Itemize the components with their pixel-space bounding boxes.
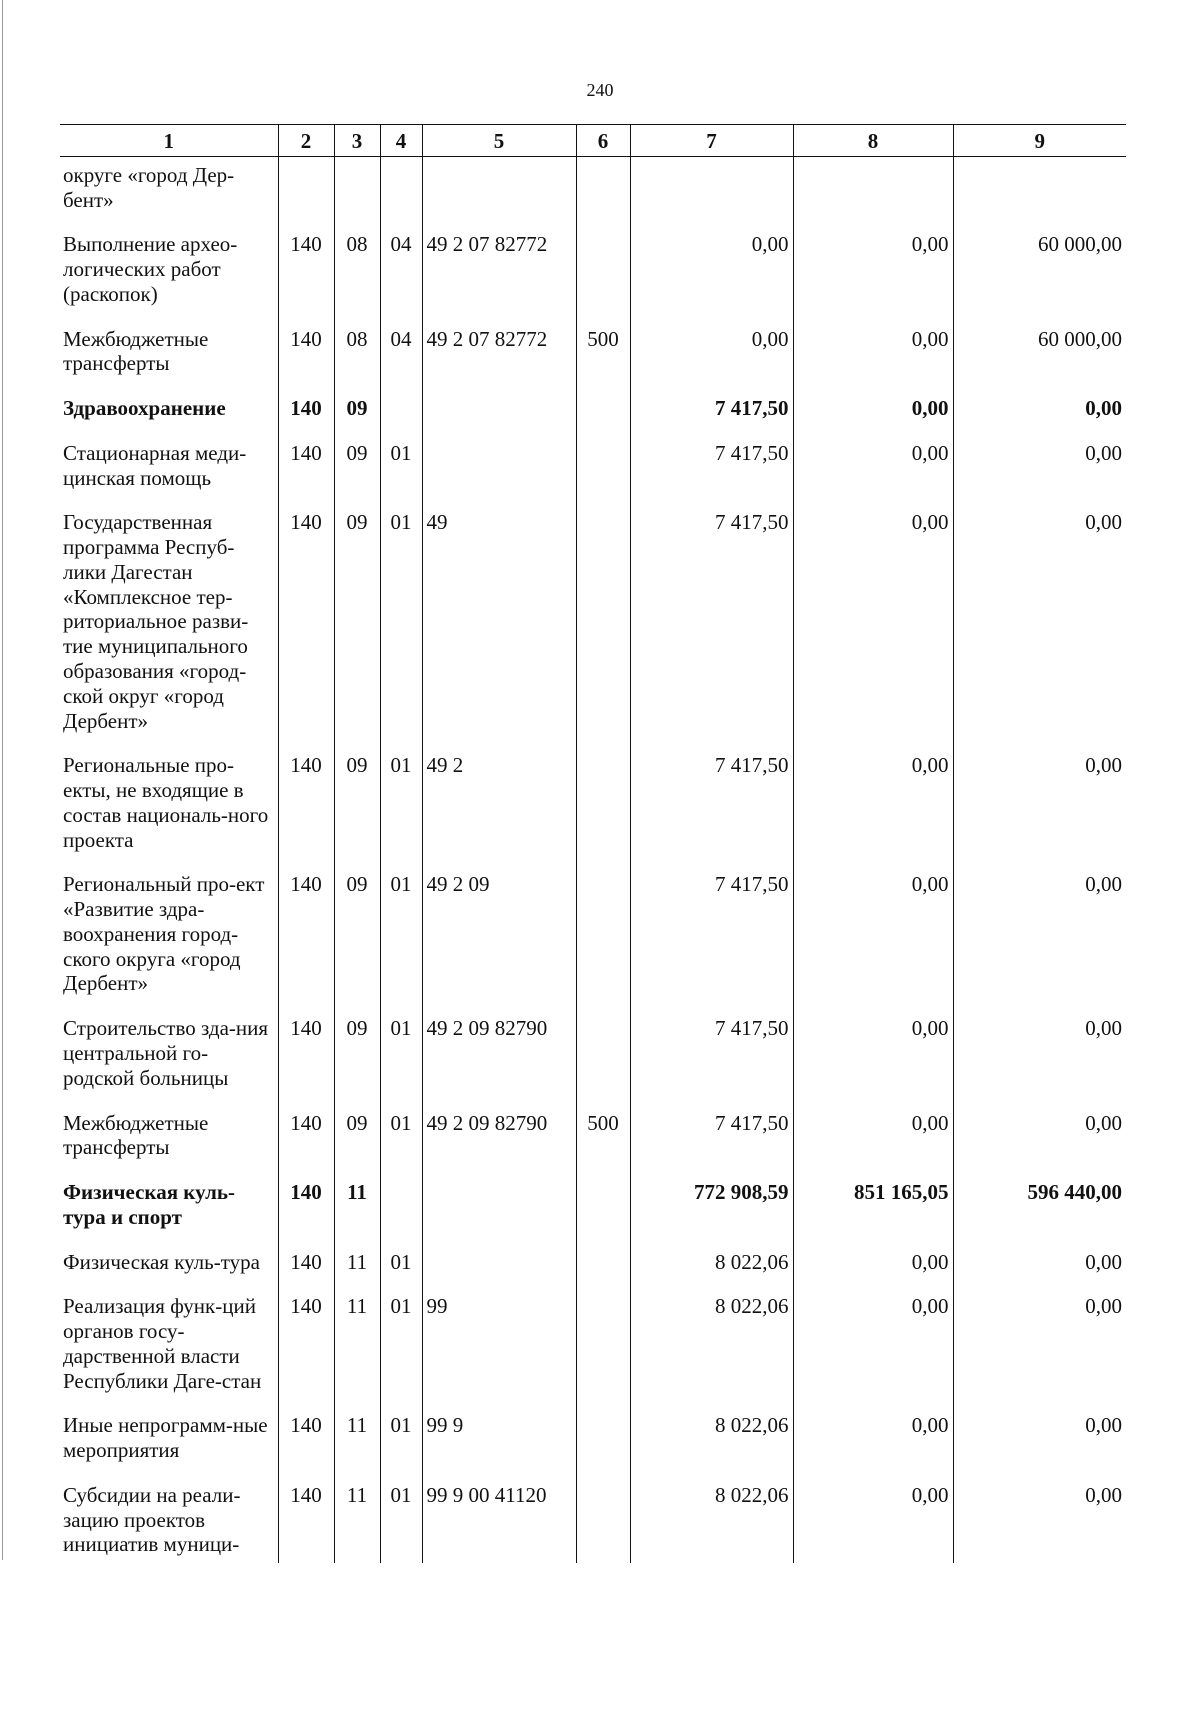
table-row <box>60 1244 1126 1289</box>
table-row <box>60 1174 1126 1244</box>
section-code-cell: 11 <box>334 1288 380 1407</box>
amount-col9-cell: 0,00 <box>953 1407 1126 1477</box>
expense-type-cell <box>576 1010 630 1104</box>
row-name-cell: Стационарная меди-цинская помощь <box>63 440 247 490</box>
amount-col8-cell: 0,00 <box>793 504 953 747</box>
subsection-code-cell: 01 <box>380 866 422 1010</box>
section-code-cell <box>334 156 380 226</box>
amount-col9-cell: 0,00 <box>953 1477 1126 1563</box>
subsection-code-cell: 01 <box>380 1288 422 1407</box>
expense-type-cell <box>576 1244 630 1289</box>
column-header: 2 <box>278 125 334 157</box>
amount-col9-cell: 596 440,00 <box>953 1174 1126 1244</box>
amount-col7-cell: 7 417,50 <box>630 1010 793 1104</box>
column-header: 1 <box>60 125 278 157</box>
amount-col9-cell: 0,00 <box>953 1288 1126 1407</box>
target-article-cell: 49 2 07 82772 <box>422 226 576 320</box>
section-code-cell: 09 <box>334 435 380 505</box>
section-code-cell: 09 <box>334 504 380 747</box>
table-row <box>60 435 1126 505</box>
subsection-code-cell: 01 <box>380 435 422 505</box>
subsection-code-cell: 04 <box>380 226 422 320</box>
amount-col8-cell: 851 165,05 <box>793 1174 953 1244</box>
expense-type-cell <box>576 1174 630 1244</box>
amount-col7-cell: 8 022,06 <box>630 1477 793 1563</box>
expense-type-cell <box>576 747 630 866</box>
target-article-cell <box>422 1174 576 1244</box>
row-name-cell: Межбюджетные трансферты <box>63 1110 209 1160</box>
row-name-cell: Региональный про-ект «Развитие здра-воохранения город-ского округа «город Дербент» <box>63 872 265 996</box>
page-number: 240 <box>586 80 614 100</box>
section-code-cell: 09 <box>334 866 380 1010</box>
expense-type-cell <box>576 435 630 505</box>
target-article-cell: 49 <box>422 504 576 747</box>
column-header: 8 <box>793 125 953 157</box>
target-article-cell: 99 9 00 41120 <box>422 1477 576 1563</box>
expense-type-cell: 500 <box>576 321 630 391</box>
ministry-code-cell <box>278 156 334 226</box>
expense-type-cell <box>576 156 630 226</box>
amount-col9-cell: 0,00 <box>953 1244 1126 1289</box>
row-name-cell: Здравоохранение <box>63 396 226 421</box>
ministry-code-cell: 140 <box>278 504 334 747</box>
column-header: 3 <box>334 125 380 157</box>
ministry-code-cell: 140 <box>278 435 334 505</box>
amount-col7-cell: 8 022,06 <box>630 1288 793 1407</box>
ministry-code-cell: 140 <box>278 1477 334 1563</box>
expense-type-cell <box>576 1477 630 1563</box>
expense-type-cell: 500 <box>576 1105 630 1175</box>
amount-col9-cell: 0,00 <box>953 866 1126 1010</box>
subsection-code-cell <box>380 156 422 226</box>
section-code-cell: 09 <box>334 747 380 866</box>
table-row <box>60 1010 1126 1104</box>
ministry-code-cell: 140 <box>278 226 334 320</box>
table-row <box>60 1477 1126 1563</box>
row-name-cell: Межбюджетные трансферты <box>63 326 209 376</box>
subsection-code-cell: 01 <box>380 1477 422 1563</box>
table-row <box>60 1105 1126 1175</box>
table-row <box>60 1407 1126 1477</box>
header-row <box>60 125 1126 157</box>
amount-col9-cell: 0,00 <box>953 1010 1126 1104</box>
amount-col7-cell: 772 908,59 <box>630 1174 793 1244</box>
expense-type-cell <box>576 1288 630 1407</box>
target-article-cell: 49 2 <box>422 747 576 866</box>
amount-col8-cell: 0,00 <box>793 1105 953 1175</box>
amount-col7-cell <box>630 156 793 226</box>
target-article-cell: 49 2 07 82772 <box>422 321 576 391</box>
amount-col8-cell: 0,00 <box>793 1407 953 1477</box>
section-code-cell: 09 <box>334 390 380 435</box>
amount-col9-cell: 0,00 <box>953 1105 1126 1175</box>
amount-col9-cell <box>953 156 1126 226</box>
amount-col7-cell: 0,00 <box>630 226 793 320</box>
expense-type-cell <box>576 1407 630 1477</box>
amount-col9-cell: 60 000,00 <box>953 226 1126 320</box>
section-code-cell: 09 <box>334 1010 380 1104</box>
ministry-code-cell: 140 <box>278 866 334 1010</box>
ministry-code-cell: 140 <box>278 1407 334 1477</box>
amount-col8-cell: 0,00 <box>793 1244 953 1289</box>
amount-col7-cell: 7 417,50 <box>630 390 793 435</box>
section-code-cell: 08 <box>334 226 380 320</box>
column-header: 6 <box>576 125 630 157</box>
section-code-cell: 11 <box>334 1174 380 1244</box>
table-row <box>60 504 1126 747</box>
amount-col9-cell: 0,00 <box>953 504 1126 747</box>
subsection-code-cell: 01 <box>380 1407 422 1477</box>
column-header: 5 <box>422 125 576 157</box>
ministry-code-cell: 140 <box>278 321 334 391</box>
ministry-code-cell: 140 <box>278 1010 334 1104</box>
row-name-cell: Региональные про-екты, не входящие в состав националь-ного проекта <box>63 753 269 852</box>
table-row <box>60 1288 1126 1407</box>
target-article-cell <box>422 1244 576 1289</box>
subsection-code-cell: 01 <box>380 1244 422 1289</box>
amount-col8-cell: 0,00 <box>793 866 953 1010</box>
expense-type-cell <box>576 504 630 747</box>
table-row <box>60 156 1126 226</box>
scan-edge-line <box>2 0 3 1560</box>
target-article-cell <box>422 390 576 435</box>
subsection-code-cell: 01 <box>380 1010 422 1104</box>
amount-col8-cell: 0,00 <box>793 435 953 505</box>
target-article-cell: 49 2 09 82790 <box>422 1105 576 1175</box>
amount-col7-cell: 8 022,06 <box>630 1244 793 1289</box>
ministry-code-cell: 140 <box>278 1288 334 1407</box>
amount-col7-cell: 7 417,50 <box>630 504 793 747</box>
ministry-code-cell: 140 <box>278 747 334 866</box>
expense-type-cell <box>576 390 630 435</box>
table-row <box>60 226 1126 320</box>
target-article-cell: 99 9 <box>422 1407 576 1477</box>
row-name-cell: Физическая куль-тура и спорт <box>63 1180 235 1229</box>
subsection-code-cell: 01 <box>380 747 422 866</box>
amount-col8-cell: 0,00 <box>793 226 953 320</box>
row-name-cell: Строительство зда-ния центральной го-родской больницы <box>63 1016 269 1090</box>
row-name-cell: округе «город Дер-бент» <box>63 162 235 212</box>
section-code-cell: 11 <box>334 1407 380 1477</box>
amount-col8-cell <box>793 156 953 226</box>
target-article-cell: 99 <box>422 1288 576 1407</box>
target-article-cell <box>422 435 576 505</box>
row-name-cell: Субсидии на реали-зацию проектов инициатив муници- <box>63 1482 241 1557</box>
expense-type-cell <box>576 226 630 320</box>
amount-col9-cell: 0,00 <box>953 435 1126 505</box>
target-article-cell: 49 2 09 82790 <box>422 1010 576 1104</box>
table-row <box>60 866 1126 1010</box>
table-row <box>60 321 1126 391</box>
subsection-code-cell <box>380 1174 422 1244</box>
amount-col8-cell: 0,00 <box>793 1288 953 1407</box>
row-name-cell: Государственная программа Респуб-лики Дагестан «Комплексное тер-риториальное разви-тие муниципального образования «город-ской округ «город Дербент» <box>63 510 249 733</box>
amount-col7-cell: 7 417,50 <box>630 866 793 1010</box>
column-header: 7 <box>630 125 793 157</box>
ministry-code-cell: 140 <box>278 1244 334 1289</box>
amount-col7-cell: 8 022,06 <box>630 1407 793 1477</box>
amount-col7-cell: 0,00 <box>630 321 793 391</box>
subsection-code-cell: 04 <box>380 321 422 391</box>
subsection-code-cell <box>380 390 422 435</box>
amount-col8-cell: 0,00 <box>793 1010 953 1104</box>
table-row <box>60 390 1126 435</box>
table-row <box>60 747 1126 866</box>
amount-col8-cell: 0,00 <box>793 321 953 391</box>
amount-col7-cell: 7 417,50 <box>630 435 793 505</box>
target-article-cell <box>422 156 576 226</box>
amount-col9-cell: 60 000,00 <box>953 321 1126 391</box>
subsection-code-cell: 01 <box>380 1105 422 1175</box>
target-article-cell: 49 2 09 <box>422 866 576 1010</box>
subsection-code-cell: 01 <box>380 504 422 747</box>
column-header: 4 <box>380 125 422 157</box>
expense-type-cell <box>576 866 630 1010</box>
ministry-code-cell: 140 <box>278 1174 334 1244</box>
amount-col9-cell: 0,00 <box>953 390 1126 435</box>
budget-table <box>60 124 1126 1563</box>
section-code-cell: 08 <box>334 321 380 391</box>
column-header: 9 <box>953 125 1126 157</box>
row-name-cell: Реализация функ-ций органов госу-дарственной власти Республики Даге-стан <box>63 1294 262 1393</box>
section-code-cell: 11 <box>334 1477 380 1563</box>
section-code-cell: 09 <box>334 1105 380 1175</box>
section-code-cell: 11 <box>334 1244 380 1289</box>
amount-col8-cell: 0,00 <box>793 1477 953 1563</box>
amount-col8-cell: 0,00 <box>793 747 953 866</box>
amount-col8-cell: 0,00 <box>793 390 953 435</box>
row-name-cell: Выполнение архео-логических работ (раскопок) <box>63 232 238 306</box>
row-name-cell: Физическая куль-тура <box>63 1249 260 1274</box>
row-name-cell: Иные непрограмм-ные мероприятия <box>63 1413 268 1463</box>
amount-col7-cell: 7 417,50 <box>630 747 793 866</box>
ministry-code-cell: 140 <box>278 390 334 435</box>
amount-col9-cell: 0,00 <box>953 747 1126 866</box>
amount-col7-cell: 7 417,50 <box>630 1105 793 1175</box>
ministry-code-cell: 140 <box>278 1105 334 1175</box>
